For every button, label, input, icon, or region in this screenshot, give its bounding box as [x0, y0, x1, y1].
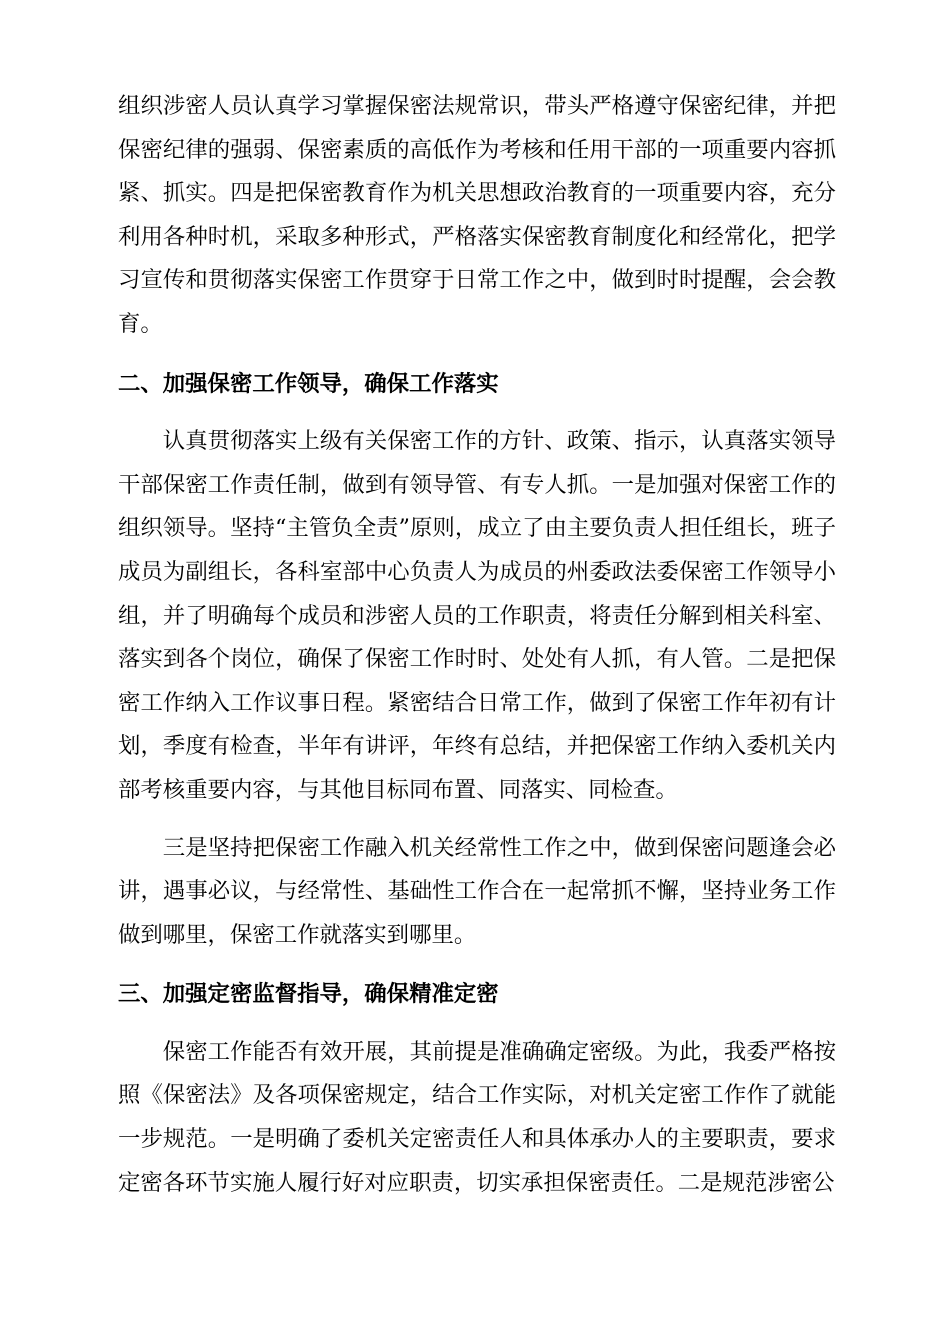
- spacer: [118, 813, 836, 827]
- paragraph-section-2-2: 三是坚持把保密工作融入机关经常性工作之中，做到保密问题逢会必讲，遇事必议，与经常性、基础性工作合在一起常抓不懈，坚持业务工作做到哪里，保密工作就落实到哪里。: [118, 834, 836, 948]
- paragraph-section-3-1: 保密工作能否有效开展，其前提是准确确定密级。为此，我委严格按照《保密法》及各项保密规定，结合工作实际，对机关定密工作作了就能一步规范。一是明确了委机关定密责任人和具体承办人的主要职责，要求定密各环节实施人履行好对应职责，切实承担保密责任。二是规范涉密公: [118, 1038, 836, 1196]
- spacer: [118, 347, 836, 363]
- section-heading-3: 三、加强定密监督指导，确保精准定密: [118, 981, 499, 1008]
- spacer: [118, 957, 836, 973]
- document-page: [118, 85, 836, 1205]
- paragraph-section-2-1: 认真贯彻落实上级有关保密工作的方针、政策、指示，认真落实领导干部保密工作责任制，做到有领导管、有专人抓。一是加强对保密工作的组织领导。坚持“主管负全责”原则，成立了由主要负责人担任组长，班子成员为副组长，各科室部中心负责人为成员的州委政法委保密工作领导小组，并了明确每个成员和涉密人员的工作职责，将责任分解到相关科室、落实到各个岗位，确保了保密工作时时、处处有人抓，有人管。二是把保密工作纳入工作议事日程。紧密结合日常工作，做到了保密工作年初有计划，季度有检查，半年有讲评，年终有总结，并把保密工作纳入委机关内部考核重要内容，与其他目标同布置、同落实、同检查。: [118, 428, 836, 803]
- paragraph-continuation: 组织涉密人员认真学习掌握保密法规常识，带头严格遵守保密纪律，并把保密纪律的强弱、保密素质的高低作为考核和任用干部的一项重要内容抓紧、抓实。四是把保密教育作为机关思想政治教育的一项重要内容，充分利用各种时机，采取多种形式，严格落实保密教育制度化和经常化，把学习宣传和贯彻落实保密工作贯穿于日常工作之中，做到时时提醒，会会教育。: [118, 93, 836, 337]
- spacer: [118, 1017, 836, 1031]
- spacer: [118, 406, 836, 420]
- section-heading-2: 二、加强保密工作领导，确保工作落实: [118, 370, 499, 397]
